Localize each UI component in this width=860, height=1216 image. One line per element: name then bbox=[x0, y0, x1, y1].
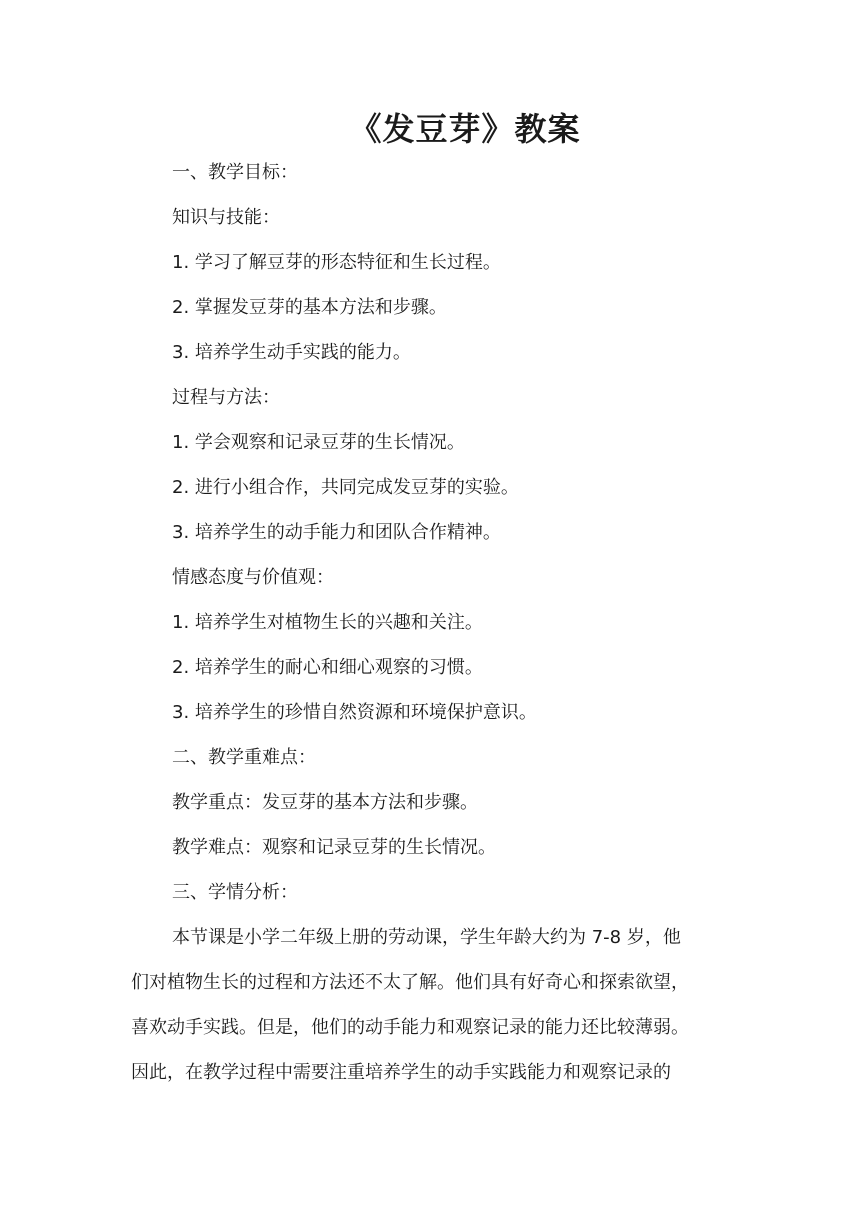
list-item: 2. 培养学生的耐心和细心观察的习惯。 bbox=[172, 657, 483, 678]
section-heading-key-points: 二、教学重难点： bbox=[172, 747, 316, 768]
paragraph-line: 们对植物生长的过程和方法还不太了解。他们具有好奇心和探索欲望， bbox=[131, 972, 689, 993]
list-item: 1. 培养学生对植物生长的兴趣和关注。 bbox=[172, 612, 483, 633]
subheading-knowledge-skills: 知识与技能： bbox=[172, 207, 280, 228]
list-item: 1. 学会观察和记录豆芽的生长情况。 bbox=[172, 432, 465, 453]
document-title: 《发豆芽》教案 bbox=[349, 110, 581, 148]
paragraph-line: 因此，在教学过程中需要注重培养学生的动手实践能力和观察记录的 bbox=[131, 1062, 671, 1083]
difficult-point-text: 教学难点：观察和记录豆芽的生长情况。 bbox=[172, 837, 496, 858]
key-point-text: 教学重点：发豆芽的基本方法和步骤。 bbox=[172, 792, 478, 813]
list-item: 3. 培养学生动手实践的能力。 bbox=[172, 342, 411, 363]
section-heading-objectives: 一、教学目标： bbox=[172, 162, 298, 183]
list-item: 3. 培养学生的动手能力和团队合作精神。 bbox=[172, 522, 501, 543]
paragraph-line: 本节课是小学二年级上册的劳动课，学生年龄大约为 7-8 岁，他 bbox=[172, 927, 681, 948]
list-item: 2. 掌握发豆芽的基本方法和步骤。 bbox=[172, 297, 447, 318]
list-item: 1. 学习了解豆芽的形态特征和生长过程。 bbox=[172, 252, 501, 273]
subheading-process-methods: 过程与方法： bbox=[172, 387, 280, 408]
paragraph-line: 喜欢动手实践。但是，他们的动手能力和观察记录的能力还比较薄弱。 bbox=[131, 1017, 689, 1038]
list-item: 2. 进行小组合作，共同完成发豆芽的实验。 bbox=[172, 477, 519, 498]
list-item: 3. 培养学生的珍惜自然资源和环境保护意识。 bbox=[172, 702, 537, 723]
section-heading-student-analysis: 三、学情分析： bbox=[172, 882, 298, 903]
subheading-attitudes-values: 情感态度与价值观： bbox=[172, 567, 334, 588]
